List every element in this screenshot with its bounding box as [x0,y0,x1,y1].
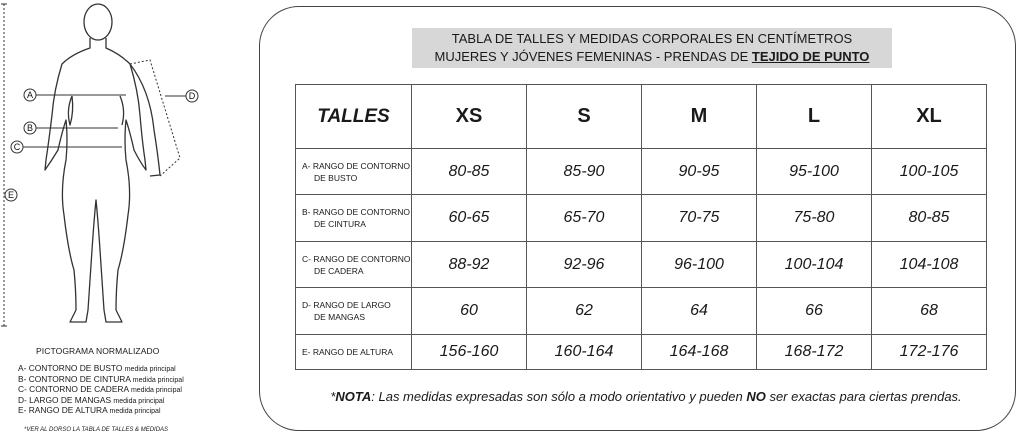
pictogram-panel [0,0,250,436]
table-cell: 160-164 [527,334,642,369]
marker-b: B [26,123,34,133]
table-cell: 85-90 [527,149,642,195]
size-header: XS [412,85,527,149]
table-cell: 156-160 [412,334,527,369]
table-cell: 172-176 [872,334,987,369]
legend-item: D- LARGO DE MANGAS medida principal [18,394,165,405]
size-header: M [642,85,757,149]
table-cell: 60-65 [412,195,527,241]
table-row [296,334,987,369]
legend-item: E- RANGO DE ALTURA medida principal [18,405,161,416]
chart-title-line1: TABLA DE TALLES Y MEDIDAS CORPORALES EN CENTÍMETROS [451,31,853,46]
figure-head [84,4,112,40]
table-cell: 104-108 [872,241,987,287]
fabric-type: TEJIDO DE PUNTO [751,49,870,64]
table-cell: 62 [527,288,642,334]
pictogram-footnote: *VER AL DORSO LA TABLA DE TALLES & MEDIDAS [24,427,169,433]
size-header: S [527,85,642,149]
row-label: B- RANGO DE CONTORNO DE CINTURA [296,195,412,241]
legend-item: B- CONTORNO DE CINTURA medida principal [18,373,184,384]
table-cell: 90-95 [642,149,757,195]
row-label: C- RANGO DE CONTORNO DE CADERA [296,241,412,287]
pictogram-legend [18,364,184,417]
marker-c: C [13,142,21,152]
table-row [296,241,987,287]
disclaimer-note: *NOTA: Las medidas expresadas son sólo a modo orientativo y pueden NO ser exactas para ciertas prendas. [330,389,962,404]
table-cell: 164-168 [642,334,757,369]
table-cell: 92-96 [527,241,642,287]
table-cell: 70-75 [642,195,757,241]
marker-a: A [26,90,34,100]
table-cell: 60 [412,288,527,334]
body-figure-illustration [0,0,250,336]
table-cell: 95-100 [757,149,872,195]
table-cell: 68 [872,288,987,334]
size-table [295,84,987,370]
row-label: E- RANGO DE ALTURA [296,334,412,369]
table-cell: 64 [642,288,757,334]
chart-title-line2: MUJERES Y JÓVENES FEMENINAS - PRENDAS DE TEJIDO DE PUNTO [434,49,870,64]
size-header: L [757,85,872,149]
pictogram-title: PICTOGRAMA NORMALIZADO [36,346,160,356]
table-row [296,149,987,195]
table-cell: 80-85 [872,195,987,241]
table-row [296,195,987,241]
row-label: A- RANGO DE CONTORNO DE BUSTO [296,149,412,195]
table-cell: 75-80 [757,195,872,241]
size-header: XL [872,85,987,149]
table-cell: 66 [757,288,872,334]
legend-item: A- CONTORNO DE BUSTO medida principal [18,363,176,373]
row-label: D- RANGO DE LARGO DE MANGAS [296,288,412,334]
legend-item: C- CONTORNO DE CADERA medida principal [18,384,182,395]
table-cell: 168-172 [757,334,872,369]
table-cell: 100-104 [757,241,872,287]
table-row [296,288,987,334]
figure-body [45,38,146,322]
talles-header: TALLES [296,85,412,149]
chart-title [412,28,892,68]
table-cell: 88-92 [412,241,527,287]
table-header-row [296,85,987,149]
marker-e: E [7,190,15,200]
table-cell: 96-100 [642,241,757,287]
table-cell: 80-85 [412,149,527,195]
table-cell: 65-70 [527,195,642,241]
marker-d: D [188,91,196,101]
table-cell: 100-105 [872,149,987,195]
